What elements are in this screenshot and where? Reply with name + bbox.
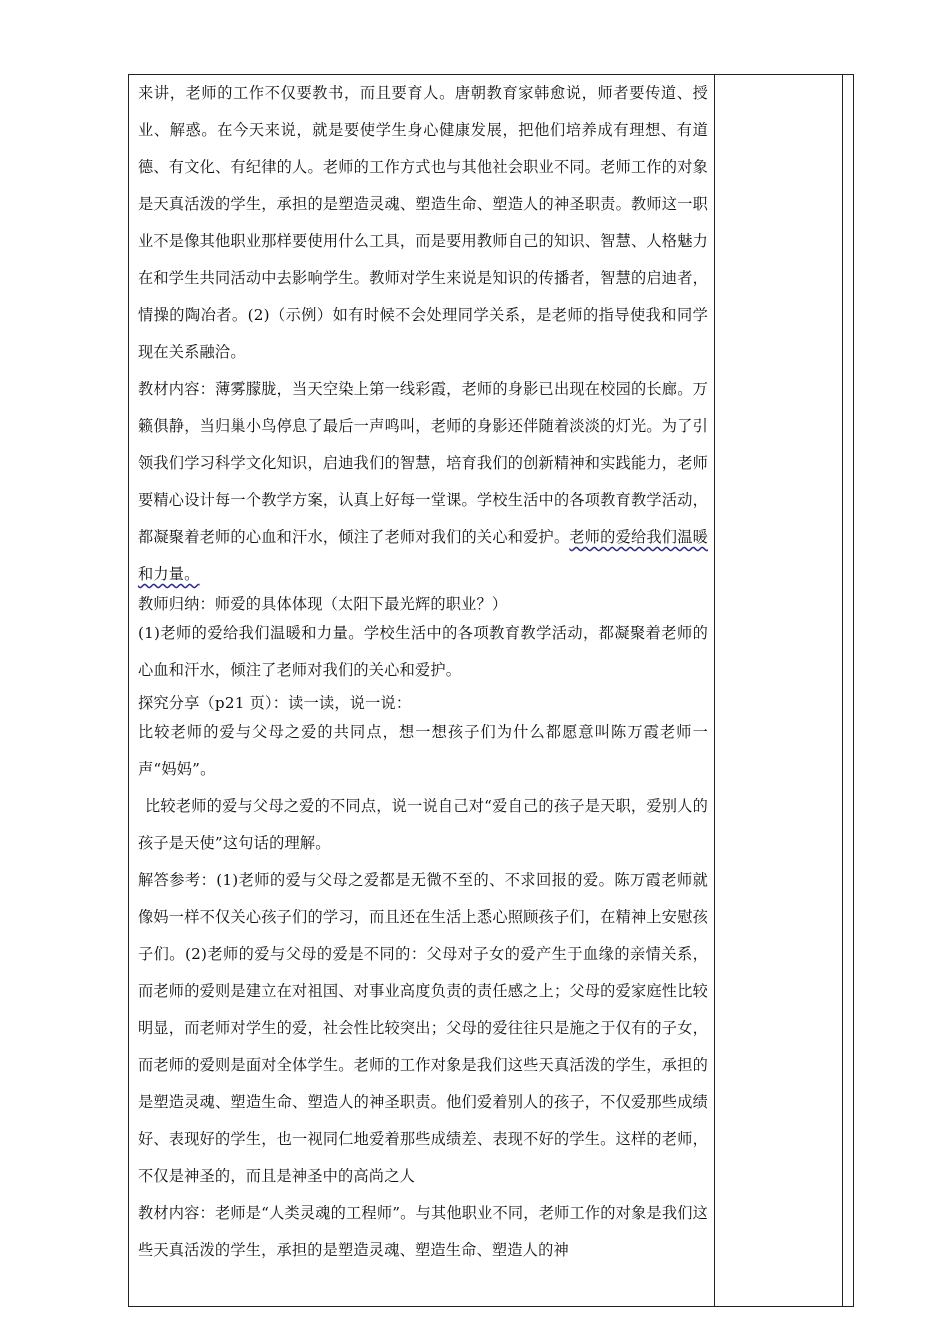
paragraph-teacher-summary: 教师归纳：师爱的具体体现（太阳下最光辉的职业？） bbox=[138, 595, 508, 613]
paragraph-explore-share: 探究分享（p21 页）：读一读，说一说： bbox=[138, 694, 412, 712]
textbook-content-text: 教材内容：薄雾朦胧，当天空染上第一线彩霞，老师的身影已出现在校园的长廊。万籁俱静，当归巢小鸟停息了最后一声鸣叫，老师的身影还伴随着淡淡的灯光。为了引领我们学习科学文化知识，启迪我们的智慧，培育我们的创新精神和实践能力，老师要精心设计每一个教学方案，认真上好每一堂课。学校生活中的各项教育教学活动，都凝聚着老师的心血和汗水，倾注了老师对我们的关心和爱护。 bbox=[138, 380, 708, 546]
paragraph-question-2: 比较老师的爱与父母之爱的不同点，说一说自己对“爱自己的孩子是天职，爱别人的孩子是天使”这句话的理解。 bbox=[138, 797, 708, 852]
lesson-plan-table bbox=[128, 74, 854, 1307]
paragraph-question-1: 比较老师的爱与父母之爱的共同点，想一想孩子们为什么都愿意叫陈万霞老师一声“妈妈”。 bbox=[138, 723, 708, 778]
paragraph-reference-answer: 解答参考：(1)老师的爱与父母之爱都是无微不至的、不求回报的爱。陈万霞老师就像妈一样不仅关心孩子们的学习，而且还在生活上悉心照顾孩子们，在精神上安慰孩子们。(2)老师的爱与父母的爱是不同的：父母对子女的爱产生于血缘的亲情关系，而老师的爱则是建立在对祖国、对事业高度负责的责任感之上；父母的爱家庭性比较明显，而老师对学生的爱，社会性比较突出；父母的爱往往只是施之于仅有的子女，而老师的爱则是面对全体学生。老师的工作对象是我们这些天真活泼的学生，承担的是塑造灵魂、塑造生命、塑造人的神圣职责。他们爱着别人的孩子，不仅爱那些成绩好、表现好的学生，也一视同仁地爱着那些成绩差、表现不好的学生。这样的老师，不仅是神圣的，而且是神圣中的高尚之人 bbox=[138, 871, 708, 1185]
main-content-cell bbox=[129, 75, 715, 1306]
paragraph-summary-point-1: (1)老师的爱给我们温暖和力量。学校生活中的各项教育教学活动，都凝聚着老师的心血和汗水，倾注了老师对我们的关心和爱护。 bbox=[138, 624, 708, 679]
paragraph-teacher-role: 来讲，老师的工作不仅要教书，而且要育人。唐朝教育家韩愈说，师者要传道、授业、解惑。在今天来说，就是要使学生身心健康发展，把他们培养成有理想、有道德、有文化、有纪律的人。老师的工作方式也与其他社会职业不同。老师工作的对象是天真活泼的学生，承担的是塑造灵魂、塑造生命、塑造人的神圣职责。教师这一职业不是像其他职业那样要使用什么工具，而是要用教师自己的知识、智慧、人格魅力在和学生共同活动中去影响学生。教师对学生来说是知识的传播者，智慧的启迪者，情操的陶冶者。(2)（示例）如有时候不会处理同学关系，是老师的指导使我和同学现在关系融洽。 bbox=[138, 84, 708, 361]
highlighted-sentence: 老师的爱给我们温暖和力量。 bbox=[138, 528, 708, 583]
paragraph-textbook-content-1 bbox=[138, 371, 708, 593]
margin-cell bbox=[843, 75, 853, 1306]
lesson-text bbox=[138, 75, 708, 1269]
paragraph-textbook-content-2: 教材内容：老师是“人类灵魂的工程师”。与其他职业不同，老师工作的对象是我们这些天真活泼的学生，承担的是塑造灵魂、塑造生命、塑造人的神 bbox=[138, 1204, 708, 1259]
notes-cell bbox=[715, 75, 843, 1306]
